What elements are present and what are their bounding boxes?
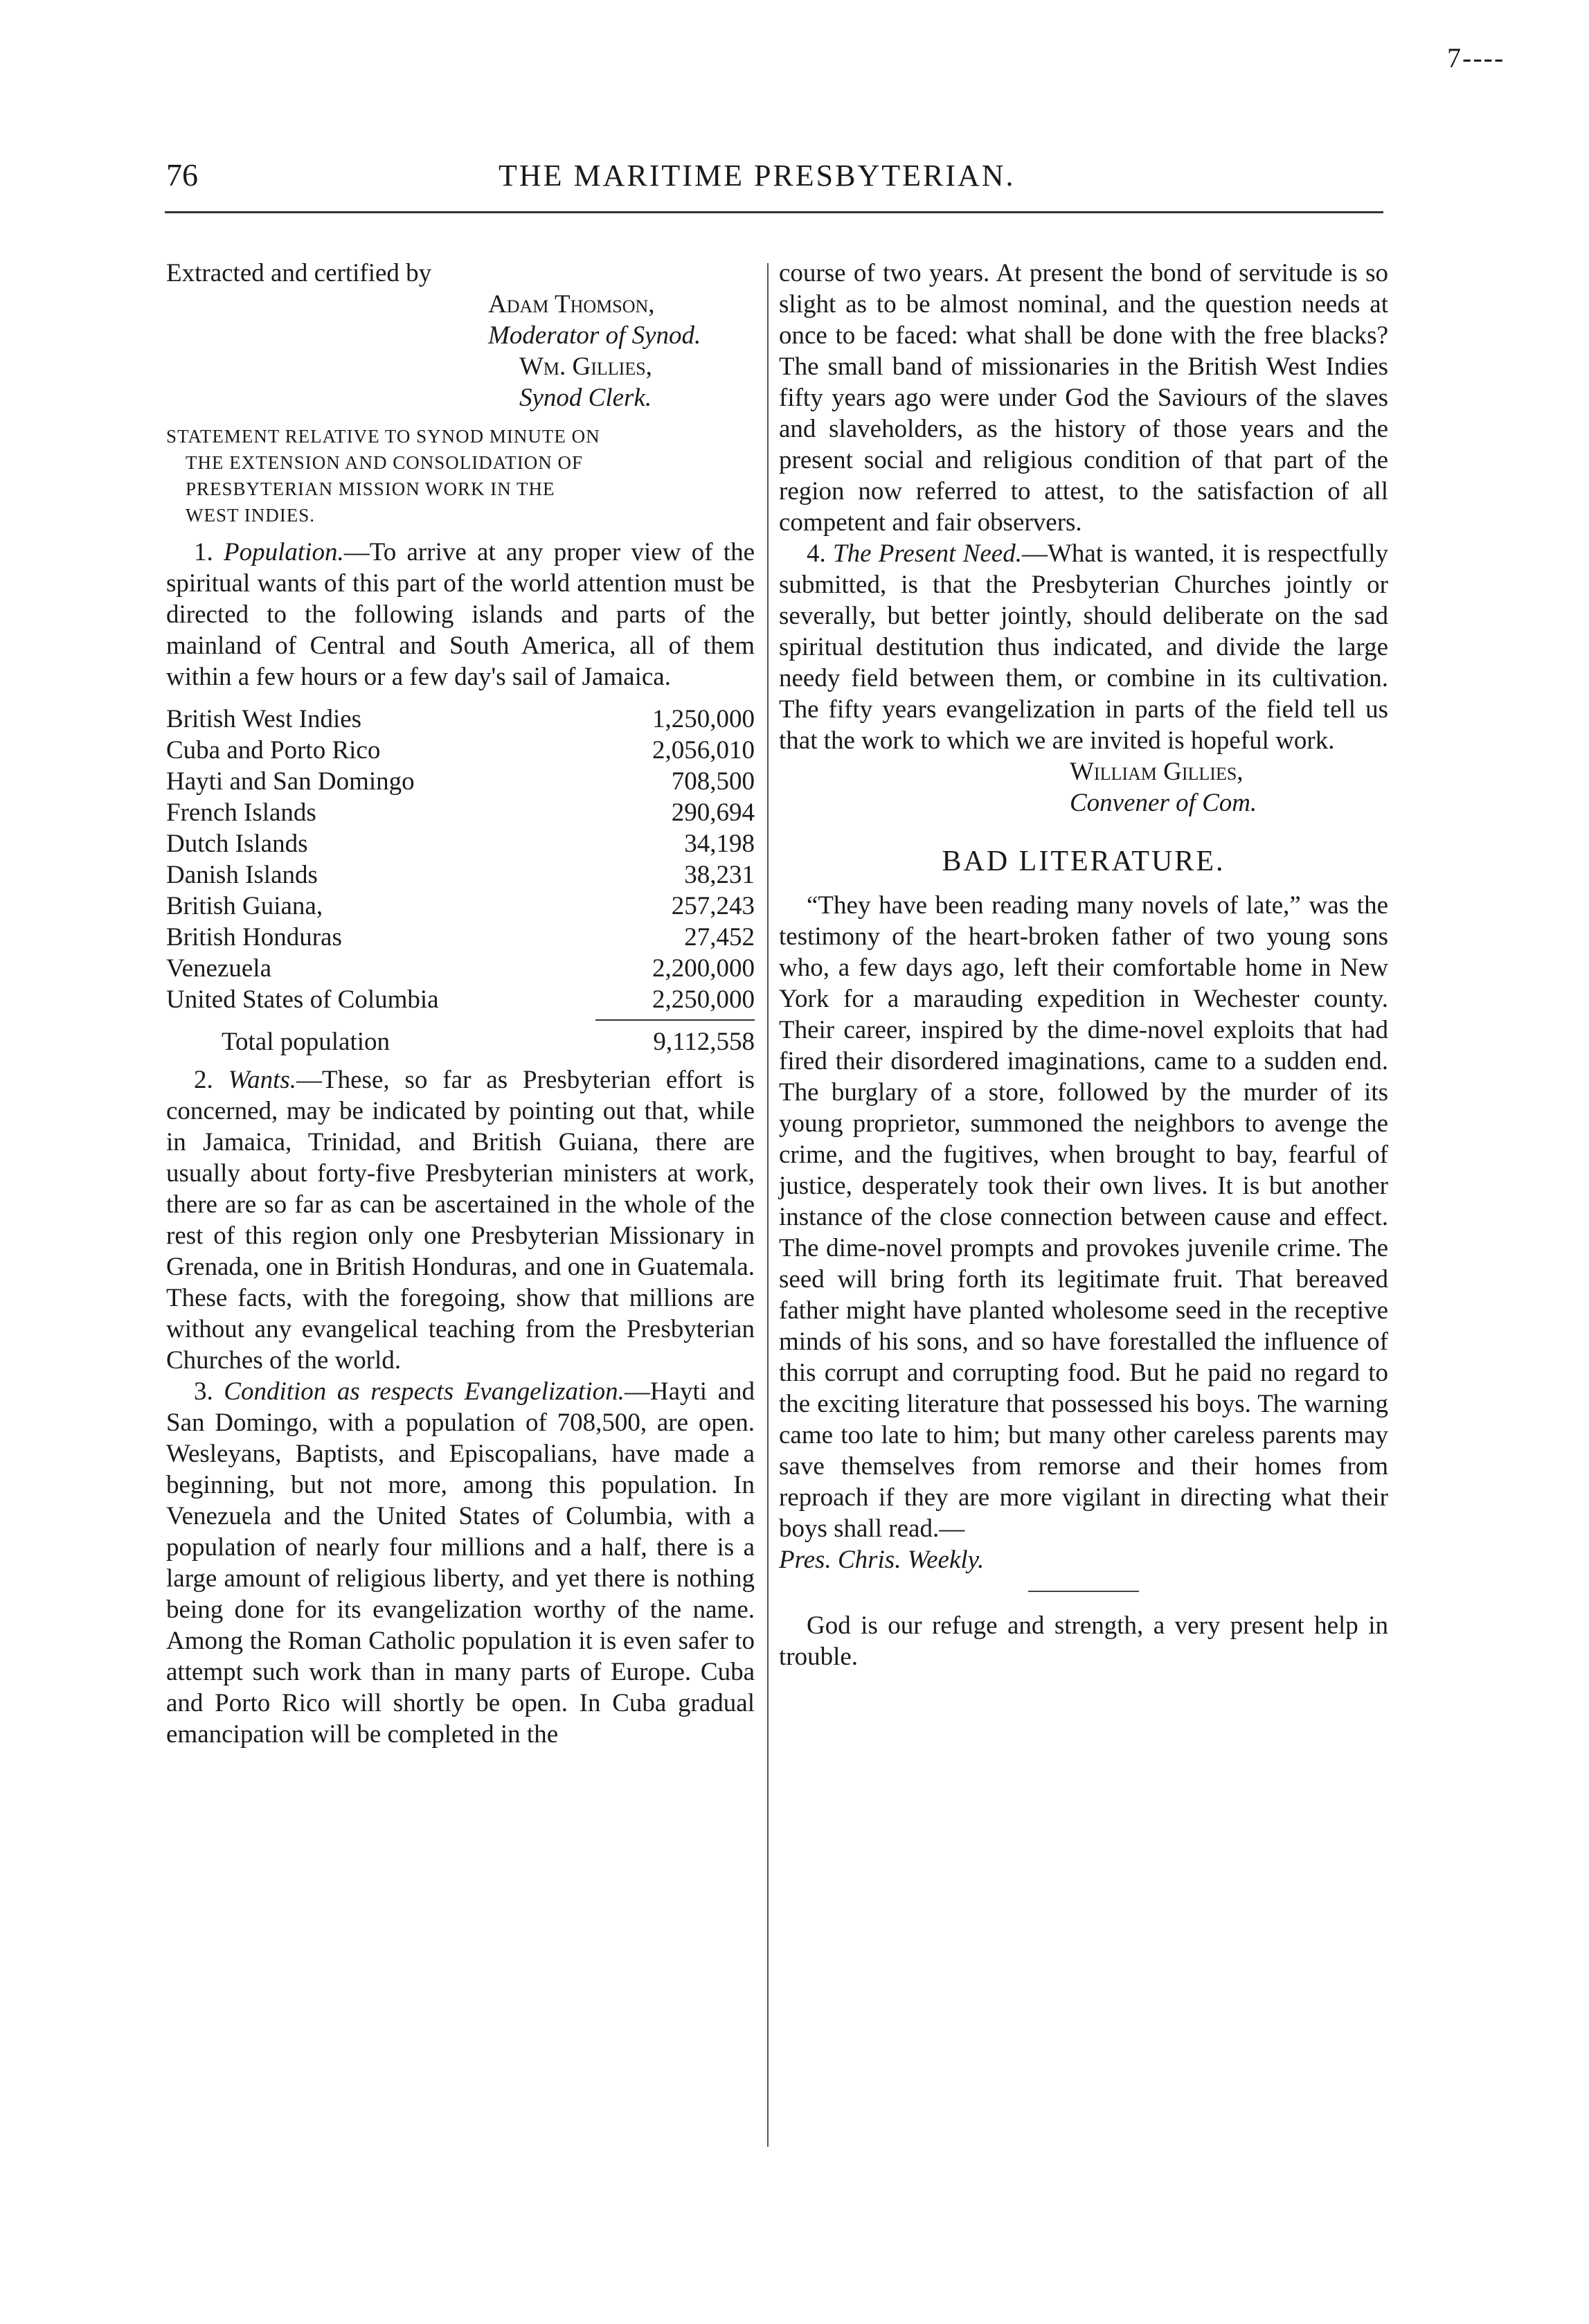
section-text: —To arrive at any proper view of the spiritual wants of this part of the world attention must be directed to the following islands and parts of the mainland of Central and South America, all of them within a few hours or a few day's sail of Jamaica. [166,538,755,691]
right-column [779,258,1388,1672]
total-label: Total population [222,1028,390,1056]
place-name: British Honduras [166,923,342,951]
population-value: 257,243 [671,892,755,920]
left-column [166,258,755,1750]
signature-title: Convener of Com. [1070,789,1257,817]
section-title: Wants. [228,1066,297,1094]
section-text: —Hayti and San Domingo, with a population of 708,500, are open. Wesleyans, Baptists, and Episcopalians, have made a beginning, but not more, among this population. In Venezuela and the United States of Columbia, with a population of nearly four millions and a half, there is a large amount of religious liberty, and yet there is nothing being done for its evangelization worthy of the name. Among the Roman Catholic population it is even safer to attempt such work than in many parts of Europe. Cuba and Porto Rico will shortly be open. In Cuba gradual emancipation will be completed in the [166,1377,755,1749]
section-title: Condition as respects Evangelization. [224,1377,625,1406]
population-row [166,735,755,766]
population-row [166,984,755,1015]
section-number: 4. [807,539,826,568]
population-value: 2,200,000 [652,954,755,983]
population-value: 2,250,000 [652,985,755,1014]
place-name: Venezuela [166,954,272,983]
population-value: 1,250,000 [652,705,755,733]
section-title: Population. [224,538,344,566]
present-need-paragraph [779,538,1388,756]
header-rule [165,211,1383,213]
total-row [166,1026,755,1057]
population-row [166,828,755,859]
refuge-verse: God is our refuge and strength, a very present help in trouble. [779,1611,1388,1671]
population-paragraph [166,537,755,692]
bad-literature-text: “They have been reading many novels of late,” was the testimony of the heart-broken father of two young sons who, a few days ago, left their comfortable home in New York for a marauding expedition in Wechester county. Their career, inspired by the dime-novel exploits that had fired their disordered imaginations, came to a sudden end. The burglary of a store, followed by the murder of its young proprietor, summoned the neighbors to avenge the crime, and the fugitives, when brought to bay, fearful of justice, desperately took their own lives. It is but another instance of the close connection between cause and effect. The dime-novel prompts and provokes juvenile crime. The seed will bring forth its legitimate fruit. That bereaved father might have planted wholesome seed in the receptive minds of his sons, and so have forestalled the influence of this corrupt and corrupting food. But he paid no regard to the exciting literature that possessed his boys. The warning came too late to him; but many other careless parents may save themselves from remorse and their homes from reproach if they are more vigilant in directing what their boys shall read.— [779,891,1388,1543]
population-row [166,859,755,891]
population-row [166,922,755,953]
population-row [166,953,755,984]
clerk-name: Wm. Gillies, [519,352,652,381]
section-text: —What is wanted, it is respectfully submitted, is that the Presbyterian Churches jointly or severally, but better jointly, should deliberate on the sad spiritual destitution thus indicated, and divide the large needy field between them, or combine in its cultivation. The fifty years evangelization in parts of the field tell us that the work to which we are invited is hopeful work. [779,539,1388,755]
total-value: 9,112,558 [653,1028,755,1056]
page-number: 76 [166,157,198,193]
place-name: Dutch Islands [166,830,308,858]
population-value: 27,452 [684,923,755,951]
statement-heading [166,423,755,528]
place-name: Hayti and San Domingo [166,767,415,796]
certification-line: Extracted and certified by [166,259,432,287]
population-value: 2,056,010 [652,736,755,765]
population-row [166,766,755,797]
population-value: 38,231 [684,861,755,889]
population-value: 34,198 [684,830,755,858]
wants-paragraph [166,1064,755,1376]
corner-mark: 7---- [1447,42,1505,73]
signature-name: William Gillies, [1070,758,1244,786]
bad-literature-heading: BAD LITERATURE. [942,846,1226,877]
moderator-title: Moderator of Synod. [488,321,701,350]
statement-heading-line: WEST INDIES. [186,505,315,526]
column-divider [767,263,769,2147]
moderator-name: Adam Thomson, [488,290,655,319]
place-name: British Guiana, [166,892,323,920]
place-name: United States of Columbia [166,985,439,1014]
place-name: Danish Islands [166,861,318,889]
place-name: Cuba and Porto Rico [166,736,381,765]
condition-paragraph [166,1376,755,1750]
total-rule [595,1019,755,1021]
clerk-title: Synod Clerk. [519,384,652,412]
statement-heading-line: THE EXTENSION AND CONSOLIDATION OF [186,452,583,473]
population-table [166,704,755,1015]
section-number: 3. [194,1377,213,1406]
population-row [166,797,755,828]
statement-heading-line: PRESBYTERIAN MISSION WORK IN THE [186,479,555,499]
running-title: THE MARITIME PRESBYTERIAN. [499,159,1016,193]
population-row [166,704,755,735]
population-row [166,891,755,922]
condition-continued: course of two years. At present the bond of servitude is so slight as to be almost nominal, and the question needs at once to be faced: what shall be done with the free blacks? The small band of missionaries in the British West Indies fifty years ago were under God the Saviours of the slaves and slaveholders, as the history of those years and the present social and religious condition of that part of the region now referred to attest, to the satisfaction of all competent and fair observers. [779,259,1388,537]
place-name: French Islands [166,798,316,827]
population-value: 708,500 [671,767,755,796]
population-value: 290,694 [671,798,755,827]
section-number: 2. [194,1066,213,1094]
section-number: 1. [194,538,213,566]
divider-rule [1028,1591,1139,1592]
bad-literature-source: Pres. Chris. Weekly. [779,1546,985,1574]
place-name: British West Indies [166,705,362,733]
statement-heading-line: STATEMENT RELATIVE TO SYNOD MINUTE ON [166,426,600,447]
section-text: —These, so far as Presbyterian effort is concerned, may be indicated by pointing out that, while in Jamaica, Trinidad, and British Guiana, there are usually about forty-five Presbyterian ministers at work, there are so far as can be ascertained in the whole of the rest of this region only one Presbyterian Missionary in Grenada, one in British Honduras, and one in Guatemala. These facts, with the foregoing, show that millions are without any evangelical teaching from the Presbyterian Churches of the world. [166,1066,755,1375]
section-title: The Present Need. [833,539,1022,568]
